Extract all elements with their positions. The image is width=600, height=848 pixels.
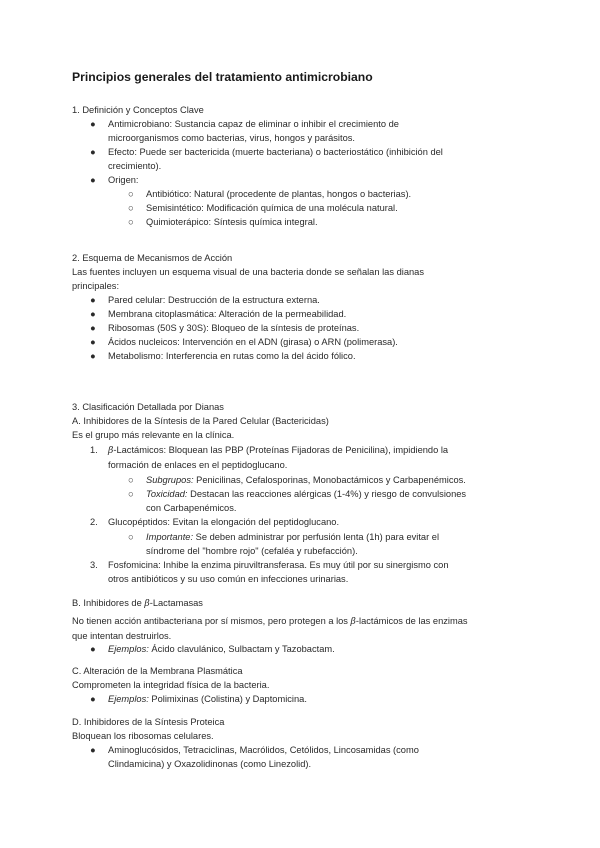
section-2-heading: 2. Esquema de Mecanismos de Acción [72, 253, 233, 263]
s3-n1-subgrupos: Subgrupos: Penicilinas, Cefalosporinas, Monobactámicos y Carbapenémicos. [146, 475, 466, 485]
s1-item-antimicrobiano: Antimicrobiano: Sustancia capaz de eliminar o inhibir el crecimiento de microorganismos como bacterias, virus, hongos y parásitos. [108, 119, 399, 143]
s3-n1-toxicidad: Toxicidad: Destacan las reacciones alérgicas (1-4%) y riesgo de convulsiones con Carbapenémicos. [146, 489, 467, 513]
s1-item-origen: Origen: [108, 175, 139, 185]
bullet-icon: ● [90, 745, 96, 755]
s3-c-heading: C. Alteración de la Membrana Plasmática [72, 666, 243, 676]
s3-a-heading: A. Inhibidores de la Síntesis de la Pared Celular (Bactericidas) [72, 416, 329, 426]
bullet-icon: ● [90, 119, 96, 129]
bullet-icon: ● [90, 323, 96, 333]
s3-a-intro: Es el grupo más relevante en la clínica. [72, 430, 235, 440]
circle-bullet-icon: ○ [128, 489, 134, 499]
list-number: 1. [90, 445, 98, 455]
circle-bullet-icon: ○ [128, 475, 134, 485]
s3-d-item: Aminoglucósidos, Tetraciclinas, Macrólidos, Cetólidos, Lincosamidas (como Clindamicina) y Oxazolidinonas (como Linezolid). [108, 745, 419, 769]
bullet-icon: ● [90, 644, 96, 654]
s3-n2-glucopeptidos: Glucopéptidos: Evitan la elongación del peptidoglucano. [108, 517, 340, 527]
s1-sub-quimioterapico: Quimioterápico: Síntesis química integral. [146, 217, 318, 227]
s3-n1-beta-lactamicos: β-Lactámicos: Bloquean las PBP (Proteínas Fijadoras de Penicilina), impidiendo la formación de enlaces en el peptidoglucano. [108, 445, 449, 470]
s2-item: Pared celular: Destrucción de la estructura externa. [108, 295, 320, 305]
s3-b-intro: No tienen acción antibacteriana por sí mismos, pero protegen a los β-lactámicos de las enzimas que intentan destruirlos. [72, 616, 468, 641]
s3-d-heading: D. Inhibidores de la Síntesis Proteica [72, 717, 225, 727]
s2-item: Ácidos nucleicos: Intervención en el ADN (girasa) o ARN (polimerasa). [108, 337, 398, 347]
circle-bullet-icon: ○ [128, 203, 134, 213]
s2-item: Membrana citoplasmática: Alteración de la permeabilidad. [108, 309, 347, 319]
s3-b-heading: B. Inhibidores de β-Lactamasas [72, 598, 203, 609]
s3-d-intro: Bloquean los ribosomas celulares. [72, 731, 214, 741]
circle-bullet-icon: ○ [128, 217, 134, 227]
s3-c-ejemplos: Ejemplos: Polimixinas (Colistina) y Daptomicina. [108, 694, 307, 704]
bullet-icon: ● [90, 337, 96, 347]
s1-item-efecto: Efecto: Puede ser bactericida (muerte bacteriana) o bacteriostático (inhibición del crecimiento). [108, 147, 443, 171]
page-title: Principios generales del tratamiento antimicrobiano [72, 70, 373, 84]
s3-n3-fosfomicina: Fosfomicina: Inhibe la enzima piruviltransferasa. Es muy útil por su sinergismo con otros antibióticos y su uso común en infecciones urinarias. [108, 560, 449, 584]
s3-b-ejemplos: Ejemplos: Ácido clavulánico, Sulbactam y Tazobactam. [108, 644, 335, 654]
circle-bullet-icon: ○ [128, 189, 134, 199]
circle-bullet-icon: ○ [128, 532, 134, 542]
section-1-heading: 1. Definición y Conceptos Clave [72, 105, 204, 115]
bullet-icon: ● [90, 309, 96, 319]
list-number: 2. [90, 517, 98, 527]
section-3-heading: 3. Clasificación Detallada por Dianas [72, 402, 224, 412]
bullet-icon: ● [90, 147, 96, 157]
s3-c-intro: Comprometen la integridad física de la bacteria. [72, 680, 270, 690]
bullet-icon: ● [90, 351, 96, 361]
bullet-icon: ● [90, 295, 96, 305]
list-number: 3. [90, 560, 98, 570]
s2-item: Ribosomas (50S y 30S): Bloqueo de la síntesis de proteínas. [108, 323, 360, 333]
bullet-icon: ● [90, 694, 96, 704]
s1-sub-semisintetico: Semisintético: Modificación química de una molécula natural. [146, 203, 398, 213]
s2-item: Metabolismo: Interferencia en rutas como la del ácido fólico. [108, 351, 356, 361]
s1-sub-antibiotico: Antibiótico: Natural (procedente de plantas, hongos o bacterias). [146, 189, 412, 199]
bullet-icon: ● [90, 175, 96, 185]
s3-n2-importante: Importante: Se deben administrar por perfusión lenta (1h) para evitar el síndrome del "hombre rojo" (cefaléa y rubefacción). [146, 532, 440, 556]
s2-intro: Las fuentes incluyen un esquema visual de una bacteria donde se señalan las dianas principales: [72, 267, 424, 291]
